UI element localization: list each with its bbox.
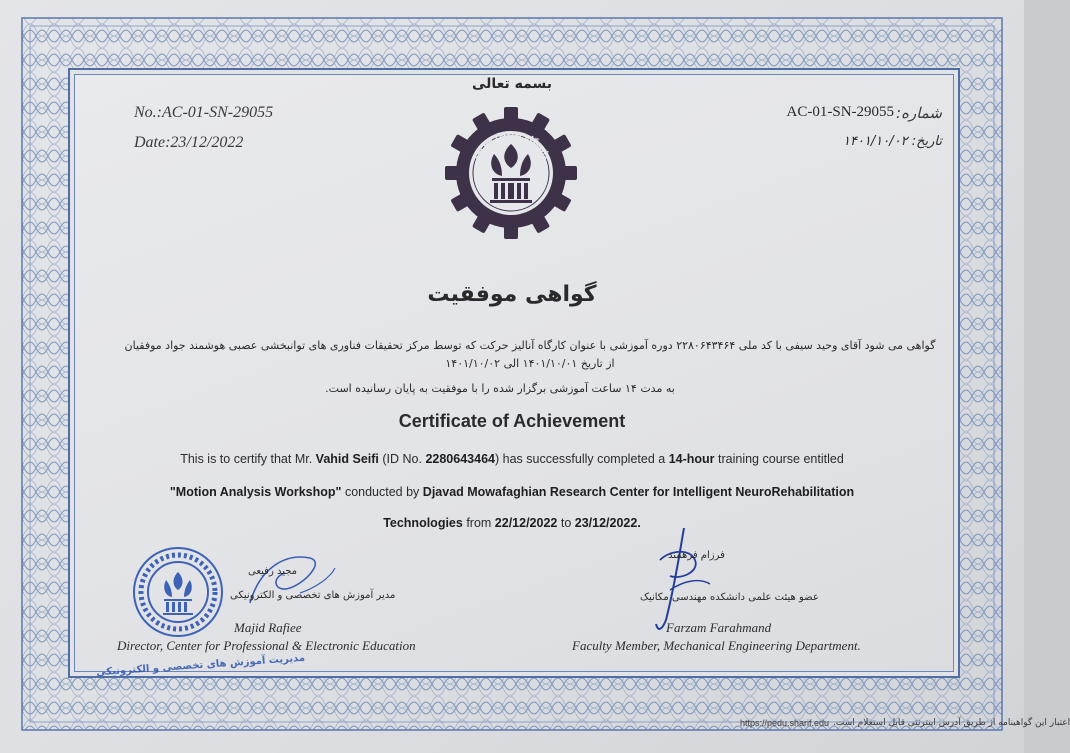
body-text: This is to certify that Mr. [180, 452, 313, 466]
logo-ring-text: دانشگاه صنعتی شریف [470, 128, 552, 161]
footer-url: https://pedu.sharif.edu [740, 718, 830, 728]
department-stamp-text: مدیریت آموزش های تخصصی و الکترونیکی [95, 652, 306, 679]
research-center: Djavad Mowafaghian Research Center for Intelligent NeuroRehabilitation [422, 485, 855, 499]
date-from: 22/12/2022 [494, 516, 558, 530]
body-text: training course entitled [718, 452, 844, 466]
recipient-id: 2280643464 [425, 452, 495, 466]
bismillah: بسمه تعالی [471, 76, 553, 92]
number-fa-value: AC-01-SN-29055 [786, 104, 895, 120]
left-signer-name-fa: مجید رفیعی [248, 566, 298, 577]
certificate-number-fa [787, 104, 942, 122]
university-logo [444, 106, 578, 240]
body-fa-line1: گواهی می شود آقای وحید سیفی با کد ملی ۲۲۸۰۶۴۳۴۶۴ دوره آموزشی با عنوان کارگاه آنالیز حرکت که توسط مرکز تحقیقات فناوری های توانبخشی عصبی هوشمند جواد موفقیان از تاریخ ۱۴۰۱/۱۰/۰۱ الی ۱۴۰۱/۱۰/۰۲ [124, 339, 936, 370]
right-signer-name-en: Farzam Farahmand [666, 620, 772, 635]
title-en: Certificate of Achievement [398, 411, 626, 431]
body-fa-line2: به مدت ۱۴ ساعت آموزشی برگزار شده را با موفقیت به پایان رسانیده است. [325, 382, 675, 395]
body-text: conducted by [344, 485, 420, 499]
footer-note [740, 718, 1070, 728]
date-to: 23/12/2022. [574, 516, 641, 530]
certificate-date-en: Date:23/12/2022 [134, 134, 244, 151]
left-signature [230, 548, 340, 618]
research-center-cont: Technologies [383, 516, 463, 530]
body-en-line1 [0, 452, 1024, 466]
certificate-number-en: No.:AC-01-SN-29055 [134, 104, 274, 121]
body-text: ) has successfully completed a [494, 452, 666, 466]
course-hours: 14-hour [668, 452, 715, 466]
title-fa: گواهی موفقیت [427, 282, 597, 307]
body-text: (ID No. [382, 452, 422, 466]
right-signer-name-fa: فرزام فرهمند [668, 550, 725, 561]
body-text: from [466, 516, 492, 530]
left-signer-name-en: Majid Rafiee [234, 620, 302, 635]
official-stamp [130, 544, 226, 640]
body-text: to [560, 516, 572, 530]
right-signer-title-en: Faculty Member, Mechanical Engineering Department. [572, 638, 861, 653]
number-fa-label: شماره: [896, 104, 942, 122]
left-signer-title-en: Director, Center for Professional & Electronic Education [117, 638, 416, 653]
certificate-date-fa: تاریخ: ۱۴۰۱/۱۰/۰۲ [842, 134, 942, 149]
footer-note-fa: اعتبار این گواهینامه از طریق آدرس اینترنتی قابل استعلام است. [833, 718, 1070, 728]
body-en-line3 [0, 516, 1024, 530]
left-signer-title-fa: مدیر آموزش های تخصصی و الکترونیکی [230, 590, 396, 601]
right-signer-title-fa: عضو هیئت علمی دانشکده مهندسی مکانیک [640, 592, 819, 603]
body-en-line2 [0, 485, 1024, 499]
course-title: "Motion Analysis Workshop" [169, 485, 342, 499]
recipient-name: Vahid Seifi [315, 452, 379, 466]
